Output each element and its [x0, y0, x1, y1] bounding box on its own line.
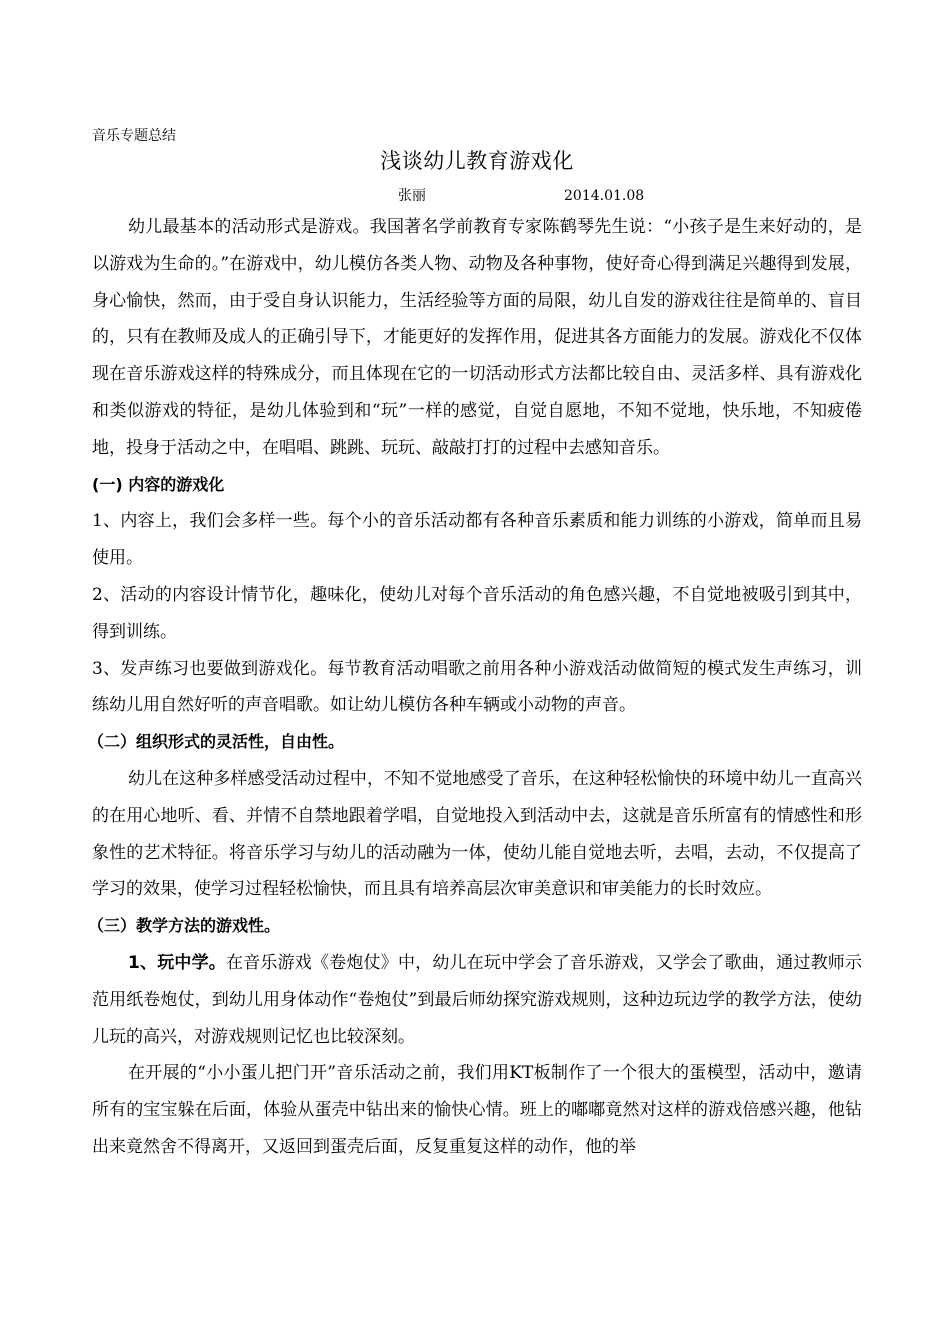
document-body — [88, 209, 862, 1166]
intro-paragraph: 幼儿最基本的活动形式是游戏。我国著名学前教育专家陈鹤琴先生说：“小孩子是生来好动的，是以游戏为生命的。”在游戏中，幼儿模仿各类人物、动物及各种事物，使好奇心得到满足兴趣得到发展，身心愉快，然而，由于受自身认识能力，生活经验等方面的局限，幼儿自发的游戏往往是简单的、盲目的，只有在教师及成人的正确引导下，才能更好的发挥作用，促进其各方面能力的发展。游戏化不仅体现在音乐游戏这样的特殊成分，而且体现在它的一切活动形式方法都比较自由、灵活多样、具有游戏化和类似游戏的特征，是幼儿体验到和“玩”一样的感觉，自觉自愿地，不知不觉地，快乐地，不知疲倦地，投身于活动之中，在唱唱、跳跳、玩玩、敲敲打打的过程中去感知音乐。 — [92, 217, 862, 458]
section-heading-2: （二）组织形式的灵活性，自由性。 — [88, 732, 345, 752]
document-date: 2014.01.08 — [564, 188, 645, 204]
subsection-lead: 1、玩中学。 — [128, 952, 226, 973]
list-item-3: 3、发声练习也要做到游戏化。每节教育活动唱歌之前用各种小游戏活动做简短的模式发生声练习，训练幼儿用自然好听的声音唱歌。如让幼儿模仿各种车辆或小动物的声音。 — [92, 658, 862, 716]
section-3-paragraph — [92, 945, 862, 1055]
section-4-paragraph: 在开展的“小小蛋儿把门开”音乐活动之前，我们用KT板制作了一个很大的蛋模型，活动中，邀请所有的宝宝躲在后面，体验从蛋壳中钻出来的愉快心情。班上的嘟嘟竟然对这样的游戏倍感兴趣，他钻出来竟然舍不得离开，又返回到蛋壳后面，反复重复这样的动作，他的举 — [92, 1063, 862, 1157]
author-name: 张丽 — [398, 188, 426, 204]
section-heading-3: （三）教学方法的游戏性。 — [88, 916, 281, 936]
document-title: 浅谈幼儿教育游戏化 — [380, 149, 574, 173]
list-item-1: 1、内容上，我们会多样一些。每个小的音乐活动都有各种音乐素质和能力训练的小游戏，简单而且易使用。 — [92, 511, 862, 569]
section-heading-1: (一) 内容的游戏化 — [92, 474, 225, 494]
list-item-2: 2、活动的内容设计情节化，趣味化，使幼儿对每个音乐活动的角色感兴趣，不自觉地被吸引到其中，得到训练。 — [92, 584, 862, 642]
header-label: 音乐专题总结 — [92, 128, 176, 144]
section-2-paragraph: 幼儿在这种多样感受活动过程中，不知不觉地感受了音乐，在这种轻松愉快的环境中幼儿一直高兴的在用心地听、看、并情不自禁地跟着学唱，自觉地投入到活动中去，这就是音乐所富有的情感性和形象性的艺术特征。将音乐学习与幼儿的活动融为一体，使幼儿能自觉地去听，去唱，去动，不仅提高了学习的效果，使学习过程轻松愉快，而且具有培养高层次审美意识和审美能力的长时效应。 — [92, 768, 862, 900]
section-3-text: 在音乐游戏《卷炮仗》中，幼儿在玩中学会了音乐游戏，又学会了歌曲，通过教师示范用纸卷炮仗，到幼儿用身体动作“卷炮仗”到最后师幼探究游戏规则，这种边玩边学的教学方法，使幼儿玩的高兴，对游戏规则记忆也比较深刻。 — [92, 952, 862, 1047]
